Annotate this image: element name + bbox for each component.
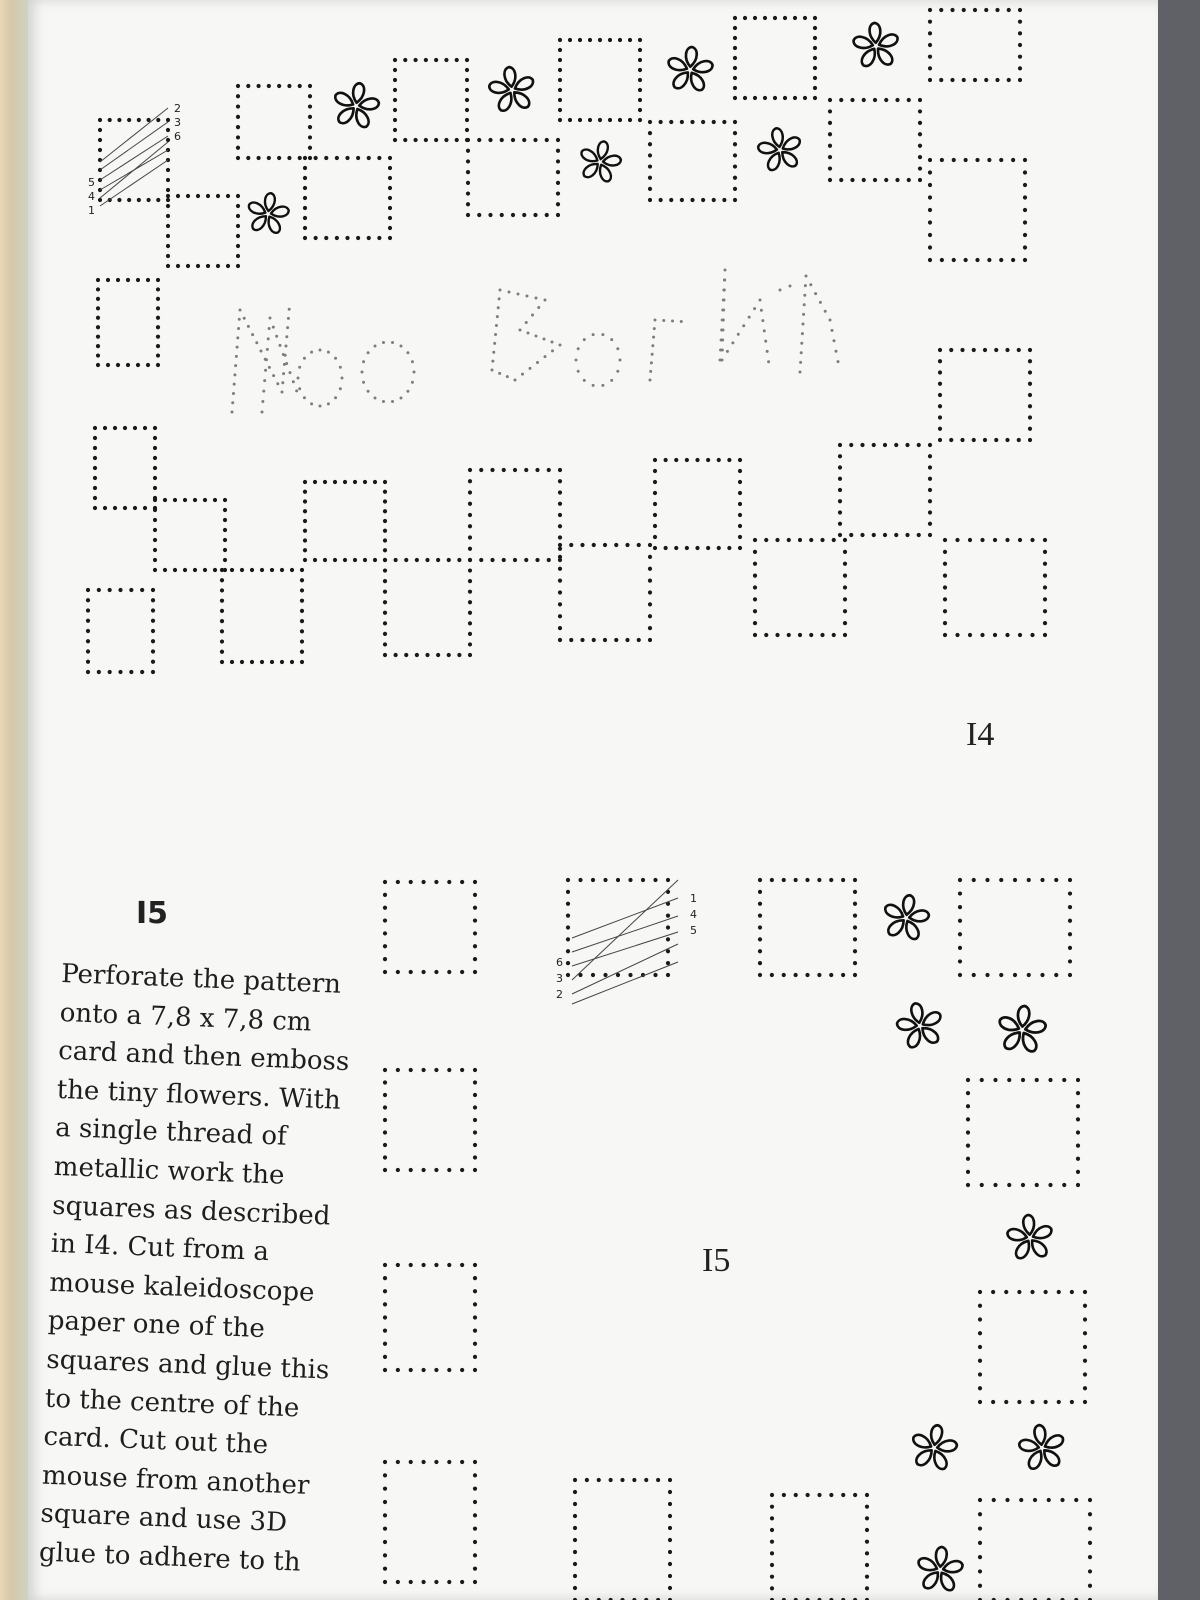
flower-icon [892,998,948,1052]
instruction-line: onto a 7,8 x 7,8 cm [59,997,313,1038]
dotted-square [828,98,922,182]
dotted-square [383,1263,477,1372]
embossed-flowers [244,21,1068,1594]
flower-icon [1004,1213,1055,1262]
dotted-square [383,558,472,657]
dotted-square [383,1460,477,1584]
dotted-square [770,1493,869,1600]
flower-icon [665,45,716,94]
faint-lettering [231,269,840,414]
dotted-square [86,588,155,674]
dotted-square [928,158,1027,262]
instruction-line: squares and glue this [45,1344,330,1386]
stitch-number: 3 [556,972,563,985]
dotted-square [758,878,857,977]
stitch-number: 3 [174,116,181,129]
dotted-square [98,118,170,202]
instruction-line: card and then emboss [57,1036,350,1078]
flower-icon [485,64,538,115]
dotted-square [978,1290,1087,1404]
instruction-line: to the centre of the [44,1383,300,1423]
figure-label-i5: I5 [702,1242,731,1279]
stitch-number: 1 [690,892,697,905]
dotted-square [153,498,227,572]
dotted-square [938,348,1032,442]
stitch-number: 5 [690,924,697,937]
stitch-number: 4 [690,908,697,921]
dotted-square [753,538,847,637]
instruction-line: metallic work the [53,1151,285,1191]
flower-icon [575,137,626,186]
flower-icon [754,124,806,174]
dotted-square [383,1068,477,1172]
instruction-line: the tiny flowers. With [56,1074,342,1116]
instruction-line: Perforate the pattern [60,958,342,1000]
stitch-number: 6 [174,130,181,143]
dotted-square [468,468,562,562]
dotted-square [96,278,160,367]
instruction-line: glue to adhere to th [38,1537,302,1578]
stitch-number: 5 [88,176,95,189]
dotted-square [928,8,1022,82]
instruction-line: card. Cut out the [42,1421,269,1461]
dotted-square [558,543,652,642]
dotted-square [943,538,1047,637]
stitch-number: 2 [174,102,181,115]
instruction-line: in I4. Cut from a [50,1228,270,1268]
dotted-square [733,16,817,100]
dotted-square [653,458,742,550]
flower-icon [851,21,901,69]
instruction-line: mouse from another [41,1460,310,1501]
dotted-square [220,568,304,664]
dotted-square [393,58,469,142]
instruction-line: a single thread of [54,1113,288,1153]
dotted-square [303,480,387,562]
dotted-square [838,443,932,537]
dotted-square [978,1498,1092,1600]
dotted-square [466,138,560,217]
stitch-number: 1 [88,204,95,217]
dotted-square [966,1078,1080,1187]
stitch-number: 6 [556,956,563,969]
flower-icon [244,190,292,236]
instruction-line: squares as described [51,1190,331,1232]
instructions-text [38,955,361,1584]
flower-icon [907,1421,961,1473]
flower-icon [329,79,383,131]
instruction-line: mouse kaleidoscope [48,1267,316,1308]
dotted-square [648,120,737,202]
flower-icon [995,1003,1049,1055]
figure-label-i4: I4 [966,716,995,753]
instruction-line: square and use 3D [39,1498,288,1539]
flower-icon [915,1545,966,1594]
dotted-square [558,38,642,122]
dotted-square [566,878,670,977]
dotted-square [236,84,312,160]
flower-icon [879,891,933,943]
dotted-square [958,878,1072,977]
stitch-number: 2 [556,988,563,1001]
stitch-number: 4 [88,190,95,203]
dotted-square [573,1478,672,1600]
dotted-square [93,426,157,510]
section-heading: I5 [136,896,169,931]
dotted-square [383,880,477,974]
instruction-line: paper one of the [47,1306,266,1345]
flower-icon [1015,1422,1068,1473]
dotted-square [303,156,392,240]
dotted-square [166,194,240,268]
stitch-guide-i5 [556,880,697,1004]
